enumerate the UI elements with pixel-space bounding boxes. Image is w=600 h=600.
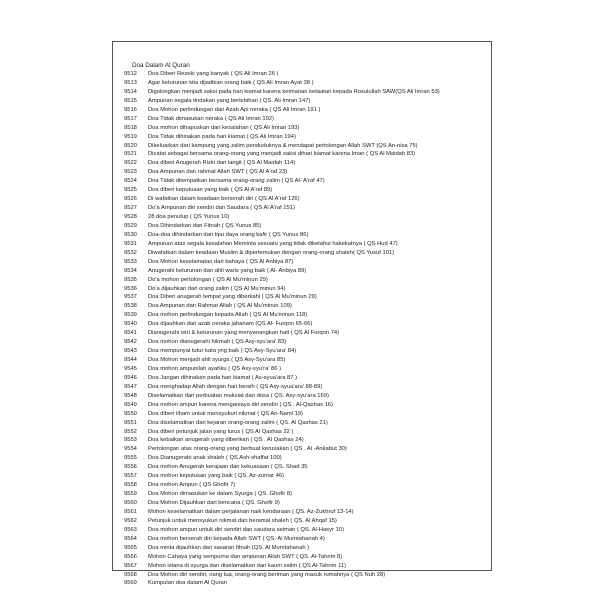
list-item xyxy=(124,70,489,79)
entry-text: Kumpulan doa dalam Al Quran xyxy=(148,580,227,587)
entry-number: 9523 xyxy=(124,169,137,176)
list-item xyxy=(124,517,489,526)
entry-number: 9562 xyxy=(124,517,137,524)
entry-text: Doa mohon Anugerah kerajaan dan kekuasaan ( QS. Shad 35 xyxy=(148,464,308,471)
entry-number: 9521 xyxy=(124,151,137,158)
entry-number: 9553 xyxy=(124,437,137,444)
entry-number: 9532 xyxy=(124,249,137,256)
entry-number: 9550 xyxy=(124,410,137,417)
list-item xyxy=(124,204,489,213)
entry-number: 9555 xyxy=(124,455,137,462)
list-item xyxy=(124,150,489,159)
entry-text: Dianugerahi istri & keturunan yang menyenangkan hati ( QS Al Furqon 74) xyxy=(148,330,340,337)
entry-number: 9533 xyxy=(124,258,137,265)
entry-number: 9564 xyxy=(124,535,137,542)
list-item xyxy=(124,356,489,365)
entry-number: 9518 xyxy=(124,124,137,131)
list-item xyxy=(124,553,489,562)
entry-text: Doa diberi Anugerah Rizki dari langit ( QS Al Maidah 114) xyxy=(148,160,296,167)
list-item xyxy=(124,267,489,276)
entry-text: Diselamatkan dari perbuatan maksiat dan dosa ( QS. Asy-syu'ara 169) xyxy=(148,392,329,399)
entry-text: Doa diberi keputusan yang baik ( QS Al A'raf 89) xyxy=(148,187,273,194)
entry-text: Diwafatkan dalam keadaan Muslim & dipertemukan dengan orang-orang shaleh( QS Yusuf 101) xyxy=(148,249,395,256)
entry-text: Doa Diberi anugerah tempat yang diberkahi ( QS Al Mu'minun 29) xyxy=(148,294,317,301)
list-item xyxy=(124,231,489,240)
entry-text: Doa menghadap Allah dengan hari bersih ( QS Asy-syua'ara' 88-89) xyxy=(148,383,323,390)
entry-number: 9547 xyxy=(124,383,137,390)
entry-number: 9559 xyxy=(124,491,137,498)
list-item xyxy=(124,347,489,356)
entry-number: 9536 xyxy=(124,285,137,292)
list-item xyxy=(124,177,489,186)
list-item xyxy=(124,276,489,285)
entry-number: 9512 xyxy=(124,71,137,77)
list-item xyxy=(124,142,489,151)
list-item xyxy=(124,428,489,437)
entry-number: 9554 xyxy=(124,446,137,453)
entry-number: 9535 xyxy=(124,276,137,283)
entry-text: Doa mohon dianugerahi hikmah ( QS Asy-syu'ara' 83) xyxy=(148,339,287,346)
entry-number: 9522 xyxy=(124,160,137,167)
list-item xyxy=(124,106,489,115)
entry-number: 9567 xyxy=(124,562,137,569)
list-item xyxy=(124,544,489,553)
entry-text: Ampunan segala tindakan yang berlebihan ( QS. Ali Imran 147) xyxy=(148,97,311,104)
entry-text: Doa Tidak dihinakan pada hari kiamat ( QS Ali Imran 194) xyxy=(148,133,296,140)
entry-text: Doa mohon keputusan yang baik ( QS. Az-zumar 46) xyxy=(148,473,284,480)
list-item xyxy=(124,97,489,106)
entry-text: Doa kebaikan anugerah yang diberikan ( QS . Al Qashas 24) xyxy=(148,437,304,444)
entry-text: Doa Mohon keselamatan dari bahaya ( QS Al Anbiya 87) xyxy=(148,258,294,265)
list-item xyxy=(124,195,489,204)
list-item xyxy=(124,365,489,374)
list-item xyxy=(124,168,489,177)
entry-number: 9558 xyxy=(124,482,137,489)
entry-number: 9566 xyxy=(124,553,137,560)
list-item xyxy=(124,383,489,392)
entry-text: Dicatat sebagai bersama orang-orang yang menjadi saksi dihari kiamat karena Iman ( QS Al Maidah 83) xyxy=(148,151,416,158)
entry-text: Doa mohon perlindungan kepada Allah ( QS Al Mu'minun 118) xyxy=(148,312,308,319)
entry-number: 9544 xyxy=(124,357,137,363)
entry-text: Doa Jangan dihinakan pada hari kiamat ( As-syua'ara 87 ) xyxy=(148,374,298,381)
entry-number: 9530 xyxy=(124,231,137,238)
entry-number: 9538 xyxy=(124,303,137,310)
entry-number: 9565 xyxy=(124,544,137,551)
entry-text: Doa Tidak ditempatkan bersama orang-orang zalim ( QS Al- A'raf 47) xyxy=(148,178,325,185)
list-item xyxy=(124,445,489,454)
entry-text: Di wafatkan dalam keadaan berserah diri ( QS Al A'raf 126) xyxy=(148,196,300,203)
entry-number: 9519 xyxy=(124,133,137,140)
entry-text: Doa dijauhkan dari azab neraka jahanam (QS Al- Furqon 65-66) xyxy=(148,321,313,328)
entry-number: 9541 xyxy=(124,330,137,337)
entry-number: 9514 xyxy=(124,88,137,95)
list-item xyxy=(124,329,489,338)
entry-number: 9561 xyxy=(124,508,137,515)
list-item xyxy=(124,463,489,472)
document-page xyxy=(112,41,492,587)
entry-text: Dikeluarkan dari kampung yang zalim penduduknya & mendapat pertolongan Allah SWT (QS An-nisa 75) xyxy=(148,142,418,149)
entry-text: Doa Mohon Dijauhkan dari bencana ( QS. Ghofir 9) xyxy=(148,500,280,506)
entry-text: Digolongkan menjadi saksi pada hari kiamat karena keimanan ketaatan kepada Rosulullah SAW(QS Ali Imran 53) xyxy=(148,88,440,95)
list-item xyxy=(124,401,489,410)
entry-number: 9540 xyxy=(124,321,137,328)
document-title: Doa Dalam Al Quran xyxy=(132,62,190,69)
entry-number: 9568 xyxy=(124,571,137,578)
list-item xyxy=(124,88,489,97)
entry-number: 9525 xyxy=(124,187,137,194)
entry-text: Mohon keselamatkan dalam perjalanan naik kendaraan ( QS. Az-Zukhruf 13-14) xyxy=(148,508,354,515)
entry-text: 28 doa penutup ( QS Yunus 10) xyxy=(148,214,230,220)
list-item xyxy=(124,213,489,222)
entry-text: Doa Dihindarkan dari Fitnah ( QS Yunus 85) xyxy=(148,222,262,229)
list-item xyxy=(124,338,489,347)
list-item xyxy=(124,285,489,294)
entry-text: Doa diselamatkan dari kejaran orang-orang zalim ( QS. Al Qashas 21) xyxy=(148,419,328,426)
entry-number: 9543 xyxy=(124,348,137,355)
list-item xyxy=(124,535,489,544)
list-item xyxy=(124,124,489,133)
entry-text: Doa mohon ampun untuk diri sendiri dan saudara seiman ( QS. Al-Hasyr 10) xyxy=(148,526,344,533)
list-item xyxy=(124,499,489,508)
entry-number: 9539 xyxy=(124,312,137,319)
entry-number: 9534 xyxy=(124,267,137,274)
entry-text: Doa minta dijauhkan dari sasaran fitnah (QS. Al Mumtahanah ) xyxy=(148,544,310,551)
list-item xyxy=(124,302,489,311)
entry-text: Do'a mohon pertolongan ( QS Al Mu'minun 29) xyxy=(148,276,268,283)
entry-text: Doa Tidak dimasukan neraka ( QS Ali Imran 192) xyxy=(148,115,274,122)
entry-number: 9560 xyxy=(124,500,137,506)
entry-number: 9513 xyxy=(124,79,137,86)
entry-number: 9557 xyxy=(124,473,137,480)
entry-text: Doa Mohon perlindungan dari Azab Api neraka ( QS Ali Imran 191 ) xyxy=(148,106,321,113)
list-item xyxy=(124,410,489,419)
entry-text: Anugerahi keturunan dan ahli waris yang baik ( Al- Anbiya 89) xyxy=(148,267,307,274)
entry-number: 9520 xyxy=(124,142,137,149)
list-item xyxy=(124,508,489,517)
entry-list xyxy=(124,70,489,588)
list-item xyxy=(124,472,489,481)
list-item xyxy=(124,571,489,580)
entry-text: Doa mohon ampun karena menganiaya diri sendiri ( QS . Al-Qashas 16) xyxy=(148,401,333,408)
entry-text: Doa Ampunan dan Rahmat Allah ( QS Al Mu'minun 109) xyxy=(148,303,292,310)
entry-number: 9556 xyxy=(124,464,137,471)
entry-number: 9542 xyxy=(124,339,137,346)
entry-text: Doa Ampunan dan rahmat Allah SWT ( QS Al A'raf 23) xyxy=(148,169,288,176)
entry-text: Pertolongan atas orang-orang yang berbuat kerusakan ( QS . Al -Ankabut 30) xyxy=(148,446,347,453)
list-item xyxy=(124,526,489,535)
entry-number: 9546 xyxy=(124,374,137,381)
list-item xyxy=(124,392,489,401)
entry-number: 9537 xyxy=(124,294,137,301)
entry-number: 9528 xyxy=(124,214,137,220)
list-item xyxy=(124,293,489,302)
entry-text: Doa mohon Ampun ( QS Ghofir 7) xyxy=(148,482,236,489)
entry-number: 9516 xyxy=(124,106,137,113)
entry-text: Doa mempunyai tutur kata yng baik ( QS Asy-Syu'ara' 84) xyxy=(148,348,297,355)
entry-text: Doa Mohon diri sendiri, oang tua, orang-orang beriman yang masuk rumahnya ( QS Nuh 28) xyxy=(148,571,386,578)
list-item xyxy=(124,159,489,168)
entry-number: 9527 xyxy=(124,205,137,212)
list-item xyxy=(124,562,489,571)
list-item xyxy=(124,311,489,320)
list-item xyxy=(124,115,489,124)
list-item xyxy=(124,579,489,588)
list-item xyxy=(124,374,489,383)
entry-number: 9515 xyxy=(124,97,137,104)
entry-text: Doa Mohon menjadi ahli syurga ( QS Asy-Syu'ara 85) xyxy=(148,357,286,363)
entry-number: 9524 xyxy=(124,178,137,185)
entry-number: 9548 xyxy=(124,392,137,399)
entry-number: 9551 xyxy=(124,419,137,426)
entry-text: Doa mohon dihapuskan dari kesalahan ( QS Ali Imran 193) xyxy=(148,124,300,131)
entry-text: Doa diberi ilham untuk mensyukuri nikmat ( QS An-Naml 19) xyxy=(148,410,303,417)
entry-number: 9569 xyxy=(124,580,137,587)
entry-number: 9552 xyxy=(124,428,137,435)
entry-text: Doa mohon ampunilah ayahku ( QS Asy-syu'ra' 86 ) xyxy=(148,365,282,372)
list-item xyxy=(124,79,489,88)
entry-text: Mohon Cahaya yang sempurna dan ampunan Allah SWT ( QS. Al-Tahrim 8) xyxy=(148,553,343,560)
entry-text: Mohon istana di syurga dan diselamatkan dari kaum zalim ( QS Al-Tahrim 11) xyxy=(148,562,347,569)
entry-text: Do'a Ampunan diri sendiri dan Saudara ( QS Al A'raf 151) xyxy=(148,205,295,212)
entry-number: 9526 xyxy=(124,196,137,203)
entry-number: 9531 xyxy=(124,240,137,247)
list-item xyxy=(124,133,489,142)
list-item xyxy=(124,240,489,249)
entry-number: 9545 xyxy=(124,365,137,372)
list-item xyxy=(124,419,489,428)
entry-text: Doa Diberi Rezeki yang banyak ( QS Ali Imran 26 ) xyxy=(148,71,279,77)
entry-text: Agar keturunan kita dijadikan orang baik ( QS Ali Imran Ayat 38 ) xyxy=(148,79,314,86)
entry-text: Doa diberi petunjuk jalan yang lurus ( QS Al Qashas 22 ) xyxy=(148,428,294,435)
entry-number: 9563 xyxy=(124,526,137,533)
list-item xyxy=(124,249,489,258)
entry-text: Doa mohon berserah diri kepada Allah SWT ( QS. Al Mumtahanah 4) xyxy=(148,535,325,542)
list-item xyxy=(124,436,489,445)
entry-text: Do'a dijauhkan dari orang zalim ( QS Al Mu'minun 94) xyxy=(148,285,286,292)
entry-text: Doa Mohon dimasukan ke dalam Syurga ( QS. Ghofir 8) xyxy=(148,491,293,498)
list-item xyxy=(124,490,489,499)
list-item xyxy=(124,320,489,329)
list-item xyxy=(124,454,489,463)
list-item xyxy=(124,481,489,490)
list-item xyxy=(124,258,489,267)
entry-text: Doa Dianugerahi anak shaleh ( QS Ash-shaffat 100) xyxy=(148,455,282,462)
entry-number: 9549 xyxy=(124,401,137,408)
entry-text: Doa-doa dihindarkan dari tipu daya orang kafir ( QS Yunus 86) xyxy=(148,231,309,238)
entry-text: Petunjuk untuk mensyukuri nikmat dan beramal shaleh ( QS. Al Ahqaf 15) xyxy=(148,517,337,524)
list-item xyxy=(124,222,489,231)
entry-text: Ampunan atas segala kesalahan Meminta sesuatu yang tidak diketahui hakekatnya ( QS Hud 47) xyxy=(148,240,398,247)
entry-number: 9529 xyxy=(124,222,137,229)
list-item xyxy=(124,186,489,195)
entry-number: 9517 xyxy=(124,115,137,122)
